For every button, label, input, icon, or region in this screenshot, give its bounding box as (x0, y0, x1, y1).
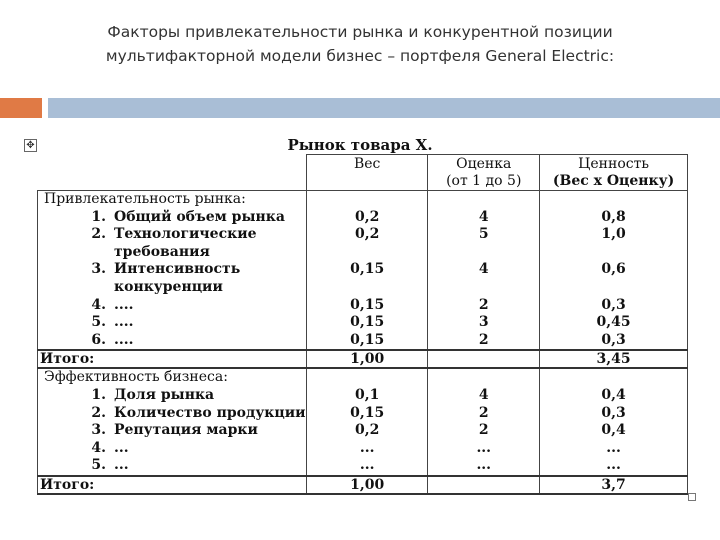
total-score (428, 476, 540, 494)
factor-item (44, 209, 306, 227)
factor-item (44, 279, 306, 297)
total-weight: 1,00 (306, 476, 427, 494)
cell-score: 4 (478, 208, 489, 225)
cell-score: ... (476, 439, 492, 456)
cell-score: 2 (478, 296, 489, 313)
slide-title-line2: мультифакторной модели бизнес – портфеля General Electric: (105, 47, 615, 65)
cell-score: 2 (478, 331, 489, 348)
cell-weight: ... (359, 457, 375, 474)
accent-bar-orange (0, 98, 42, 118)
header-value: Ценность (Вес х Оценку) (540, 155, 688, 191)
cell-score: 4 (478, 386, 489, 403)
cell-score: 4 (478, 261, 489, 278)
factor-name: .... (114, 331, 134, 348)
cell-weight: 0,1 (355, 386, 380, 403)
cell-weight: 0,2 (355, 422, 380, 439)
factor-item (44, 387, 306, 405)
factor-number: 3. (91, 422, 106, 439)
slide-title (40, 20, 680, 68)
factor-item (44, 314, 306, 332)
factor-number: 1. (91, 386, 106, 403)
factor-name: требования (114, 243, 210, 260)
cell-value: 1,0 (601, 226, 626, 243)
cell-score: 3 (478, 314, 489, 331)
total-value: 3,7 (540, 476, 688, 494)
factor-table (37, 154, 688, 495)
total-value: 3,45 (540, 350, 688, 368)
table-header-row (38, 155, 688, 191)
factor-number: 1. (91, 208, 106, 225)
cell-weight: 0,15 (350, 331, 385, 348)
factor-number: 2. (91, 226, 106, 243)
factor-name: ... (114, 439, 129, 456)
factor-name: Доля рынка (114, 386, 215, 403)
cell-score: ... (476, 457, 492, 474)
cell-weight: 0,2 (355, 208, 380, 225)
section-label: Эффективность бизнеса: (44, 369, 228, 386)
accent-bar-blue (48, 98, 720, 118)
factor-name: конкуренции (114, 278, 223, 295)
factor-number: 5. (91, 314, 106, 331)
factor-number: 4. (91, 439, 106, 456)
cell-score: 5 (478, 226, 489, 243)
total-weight: 1,00 (306, 350, 427, 368)
section-label: Привлекательность рынка: (44, 191, 246, 207)
factor-name: ... (114, 457, 129, 474)
factor-number: 2. (91, 404, 106, 421)
factor-item (44, 297, 306, 315)
factor-number (44, 244, 114, 262)
cell-score: 2 (478, 404, 489, 421)
cell-value: 0,45 (596, 314, 631, 331)
cell-weight: 0,15 (350, 296, 385, 313)
cell-value: 0,4 (601, 386, 626, 403)
cell-value: 0,6 (601, 261, 626, 278)
cell-weight: 0,2 (355, 226, 380, 243)
section-row-section2 (38, 368, 688, 476)
factor-number: 6. (91, 331, 106, 348)
total-label: Итого: (38, 476, 307, 494)
factor-name: Технологические (114, 226, 257, 243)
cell-value: 0,8 (601, 208, 626, 225)
factor-name: Репутация марки (114, 422, 258, 439)
cell-weight: 0,15 (350, 261, 385, 278)
factor-item (44, 226, 306, 244)
factor-number: 5. (91, 457, 106, 474)
factor-name: Общий объем рынка (114, 208, 285, 225)
factor-name: Интенсивность (114, 261, 241, 278)
move-icon[interactable]: ✥ (24, 139, 37, 152)
factor-number (44, 279, 114, 297)
factor-name: .... (114, 314, 134, 331)
header-score: Оценка (от 1 до 5) (428, 155, 540, 191)
factor-number: 4. (91, 296, 106, 313)
factor-number: 3. (91, 261, 106, 278)
factor-item (44, 422, 306, 440)
header-empty-cell (38, 155, 307, 191)
factor-item (44, 244, 306, 262)
cell-value: 0,3 (601, 296, 626, 313)
factor-item (44, 332, 306, 350)
cell-weight: ... (359, 439, 375, 456)
cell-weight: 0,15 (350, 314, 385, 331)
total-row-section1 (38, 350, 688, 368)
resize-handle[interactable] (688, 493, 696, 501)
cell-weight: 0,15 (350, 404, 385, 421)
cell-value: 0,4 (601, 422, 626, 439)
slide-title-line1: Факторы привлекательности рынка и конкурентной позиции (107, 23, 613, 41)
section-row-section1 (38, 191, 688, 351)
cell-value: 0,3 (601, 404, 626, 421)
factor-name: Количество продукции (114, 404, 306, 421)
factor-name: .... (114, 296, 134, 313)
total-label: Итого: (38, 350, 307, 368)
cell-score: 2 (478, 422, 489, 439)
total-score (428, 350, 540, 368)
table-caption: Рынок товара Х. (287, 136, 433, 154)
header-weight: Вес (306, 155, 427, 191)
cell-value: ... (606, 439, 621, 456)
factor-item (44, 457, 306, 475)
cell-value: ... (606, 457, 621, 474)
factor-item (44, 405, 306, 423)
total-row-section2 (38, 476, 688, 494)
cell-value: 0,3 (601, 331, 626, 348)
factor-item (44, 261, 306, 279)
factor-item (44, 440, 306, 458)
